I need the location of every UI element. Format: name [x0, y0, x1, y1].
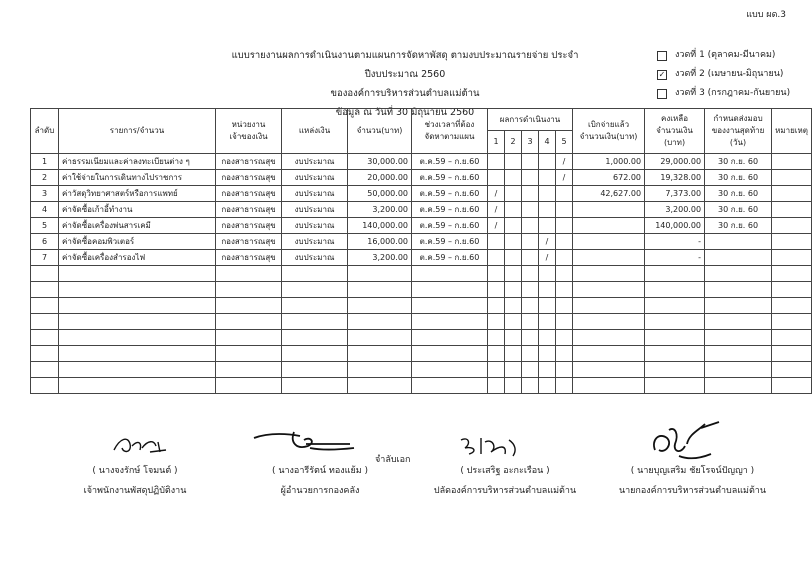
cell-empty	[772, 362, 812, 378]
signature-block-3	[405, 464, 605, 498]
table-row-empty	[31, 362, 812, 378]
cell-deadline: 30 ก.ย. 60	[705, 154, 772, 170]
cell-remaining: -	[645, 250, 705, 266]
cell-empty	[282, 346, 348, 362]
cell-empty	[573, 362, 645, 378]
cell-amount: 30,000.00	[348, 154, 412, 170]
cell-empty	[705, 298, 772, 314]
cell-source: งบประมาณ	[282, 202, 348, 218]
period-1-checkbox[interactable]	[657, 51, 667, 61]
cell-no: 3	[31, 186, 59, 202]
cell-empty	[645, 314, 705, 330]
cell-deadline: 30 ก.ย. 60	[705, 202, 772, 218]
cell-amount: 3,200.00	[348, 250, 412, 266]
cell-amount: 20,000.00	[348, 170, 412, 186]
cell-empty	[772, 314, 812, 330]
cell-empty	[645, 330, 705, 346]
cell-empty	[348, 266, 412, 282]
period-3[interactable]	[657, 84, 790, 103]
cell-empty	[348, 362, 412, 378]
cell-progress-3	[522, 170, 539, 186]
cell-empty	[282, 298, 348, 314]
cell-timeframe: ต.ค.59 – ก.ย.60	[412, 234, 488, 250]
cell-progress-4	[539, 186, 556, 202]
cell-empty	[556, 282, 573, 298]
cell-empty	[412, 282, 488, 298]
form-code: แบบ ผด.3	[746, 10, 786, 20]
period-2-label: งวดที่ 2 (เมษายน-มิถุนายน)	[675, 69, 784, 79]
cell-empty	[522, 346, 539, 362]
cell-source: งบประมาณ	[282, 218, 348, 234]
signatory-name: ( นางอารีรัตน์ ทองแย้ม )	[271, 466, 369, 476]
cell-source: งบประมาณ	[282, 154, 348, 170]
header-source: แหล่งเงิน	[282, 109, 348, 154]
table-row-empty	[31, 298, 812, 314]
cell-empty	[556, 378, 573, 394]
cell-progress-4	[539, 154, 556, 170]
cell-note	[772, 234, 812, 250]
cell-empty	[645, 282, 705, 298]
cell-empty	[412, 330, 488, 346]
cell-no: 4	[31, 202, 59, 218]
cell-progress-3	[522, 154, 539, 170]
cell-progress-1: /	[488, 186, 505, 202]
cell-empty	[31, 330, 59, 346]
cell-empty	[505, 346, 522, 362]
cell-empty	[556, 314, 573, 330]
cell-deadline	[705, 234, 772, 250]
cell-empty	[556, 362, 573, 378]
cell-paid: 1,000.00	[573, 154, 645, 170]
report-title: แบบรายงานผลการดำเนินงานตามแผนการจัดหาพัสดุ ตามงบประมาณรายจ่าย ประจำปีงบประมาณ 2560	[231, 50, 579, 80]
period-3-checkbox[interactable]	[657, 89, 667, 99]
header-progress-2: 2	[505, 131, 522, 154]
cell-empty	[59, 298, 216, 314]
cell-empty	[59, 346, 216, 362]
table-row	[31, 170, 812, 186]
cell-empty	[556, 330, 573, 346]
table-row-empty	[31, 346, 812, 362]
cell-item: ค่าวัสดุวิทยาศาสตร์หรือการแพทย์	[59, 186, 216, 202]
cell-empty	[522, 266, 539, 282]
cell-progress-1	[488, 250, 505, 266]
cell-empty	[539, 362, 556, 378]
cell-empty	[573, 346, 645, 362]
cell-unit: กองสาธารณสุข	[216, 218, 282, 234]
table-row	[31, 250, 812, 266]
table-row	[31, 202, 812, 218]
cell-remaining: 140,000.00	[645, 218, 705, 234]
table-row	[31, 218, 812, 234]
header-no: ลำดับ	[31, 109, 59, 154]
cell-empty	[522, 362, 539, 378]
cell-note	[772, 170, 812, 186]
cell-empty	[412, 298, 488, 314]
cell-empty	[772, 266, 812, 282]
cell-progress-3	[522, 202, 539, 218]
cell-note	[772, 250, 812, 266]
cell-empty	[573, 378, 645, 394]
cell-empty	[539, 266, 556, 282]
table-row-empty	[31, 282, 812, 298]
cell-paid	[573, 250, 645, 266]
cell-paid	[573, 202, 645, 218]
cell-empty	[282, 378, 348, 394]
signatory-position: ผู้อำนวยการกองคลัง	[280, 486, 360, 496]
cell-deadline	[705, 250, 772, 266]
cell-empty	[539, 314, 556, 330]
cell-empty	[772, 330, 812, 346]
cell-note	[772, 218, 812, 234]
cell-progress-1	[488, 234, 505, 250]
cell-amount: 50,000.00	[348, 186, 412, 202]
cell-empty	[412, 362, 488, 378]
header-progress-3: 3	[522, 131, 539, 154]
cell-empty	[539, 378, 556, 394]
table-row	[31, 154, 812, 170]
signature-block-2	[225, 464, 415, 498]
cell-empty	[539, 330, 556, 346]
cell-remaining: 19,328.00	[645, 170, 705, 186]
cell-empty	[282, 362, 348, 378]
cell-empty	[505, 314, 522, 330]
cell-remaining: 7,373.00	[645, 186, 705, 202]
cell-empty	[31, 378, 59, 394]
cell-amount: 3,200.00	[348, 202, 412, 218]
cell-deadline: 30 ก.ย. 60	[705, 186, 772, 202]
cell-timeframe: ต.ค.59 – ก.ย.60	[412, 250, 488, 266]
header-amount: จำนวน(บาท)	[348, 109, 412, 154]
cell-progress-5	[556, 234, 573, 250]
cell-progress-5: /	[556, 170, 573, 186]
cell-amount: 140,000.00	[348, 218, 412, 234]
table-row-empty	[31, 378, 812, 394]
cell-empty	[216, 314, 282, 330]
cell-empty	[505, 362, 522, 378]
cell-empty	[573, 282, 645, 298]
cell-progress-5	[556, 186, 573, 202]
cell-paid	[573, 218, 645, 234]
cell-empty	[522, 298, 539, 314]
cell-empty	[705, 282, 772, 298]
cell-empty	[216, 298, 282, 314]
signatory-name: ( ประเสริฐ อะกะเรือน )	[460, 466, 550, 476]
cell-timeframe: ต.ค.59 – ก.ย.60	[412, 218, 488, 234]
cell-timeframe: ต.ค.59 – ก.ย.60	[412, 154, 488, 170]
cell-note	[772, 202, 812, 218]
cell-unit: กองสาธารณสุข	[216, 234, 282, 250]
cell-empty	[282, 282, 348, 298]
signature-block-4	[590, 464, 795, 498]
cell-source: งบประมาณ	[282, 234, 348, 250]
cell-source: งบประมาณ	[282, 186, 348, 202]
cell-empty	[505, 378, 522, 394]
cell-source: งบประมาณ	[282, 250, 348, 266]
cell-empty	[645, 346, 705, 362]
period-2-checkbox[interactable]: ✓	[658, 69, 666, 79]
signature-mark-3	[455, 434, 525, 458]
cell-empty	[705, 314, 772, 330]
cell-empty	[705, 346, 772, 362]
cell-empty	[31, 298, 59, 314]
cell-progress-2	[505, 234, 522, 250]
cell-timeframe: ต.ค.59 – ก.ย.60	[412, 170, 488, 186]
cell-progress-2	[505, 202, 522, 218]
cell-empty	[522, 314, 539, 330]
cell-empty	[573, 330, 645, 346]
cell-progress-1	[488, 154, 505, 170]
cell-empty	[488, 330, 505, 346]
cell-empty	[59, 362, 216, 378]
cell-empty	[488, 282, 505, 298]
table-row-empty	[31, 266, 812, 282]
cell-timeframe: ต.ค.59 – ก.ย.60	[412, 202, 488, 218]
header-progress-5: 5	[556, 131, 573, 154]
cell-empty	[412, 266, 488, 282]
cell-empty	[705, 266, 772, 282]
procurement-report-table	[30, 108, 812, 394]
report-organization: ขององค์การบริหารส่วนตำบลแม่ต้าน	[330, 88, 480, 99]
period-1[interactable]	[657, 46, 790, 65]
cell-progress-4: /	[539, 250, 556, 266]
cell-progress-2	[505, 154, 522, 170]
period-3-label: งวดที่ 3 (กรกฎาคม-กันยายน)	[675, 88, 791, 98]
cell-unit: กองสาธารณสุข	[216, 202, 282, 218]
cell-empty	[573, 314, 645, 330]
cell-remaining: 3,200.00	[645, 202, 705, 218]
cell-item: ค่าจัดซื้อเครื่องสำรองไฟ	[59, 250, 216, 266]
cell-empty	[772, 282, 812, 298]
cell-empty	[59, 330, 216, 346]
cell-progress-1: /	[488, 202, 505, 218]
cell-empty	[645, 378, 705, 394]
table-row-empty	[31, 314, 812, 330]
cell-progress-3	[522, 186, 539, 202]
cell-empty	[539, 282, 556, 298]
cell-empty	[556, 346, 573, 362]
report-date: ข้อมูล ณ วันที่ 30 มิถุนายน 2560	[335, 107, 475, 118]
cell-paid	[573, 234, 645, 250]
period-1-label: งวดที่ 1 (ตุลาคม-มีนาคม)	[675, 50, 776, 60]
header-progress: ผลการดำเนินงาน	[488, 109, 573, 131]
cell-empty	[772, 378, 812, 394]
period-2[interactable]	[657, 65, 790, 84]
table-row	[31, 234, 812, 250]
cell-empty	[488, 298, 505, 314]
cell-amount: 16,000.00	[348, 234, 412, 250]
cell-source: งบประมาณ	[282, 170, 348, 186]
cell-progress-2	[505, 186, 522, 202]
cell-empty	[705, 378, 772, 394]
cell-empty	[348, 346, 412, 362]
cell-empty	[573, 266, 645, 282]
cell-progress-4	[539, 218, 556, 234]
cell-unit: กองสาธารณสุข	[216, 186, 282, 202]
cell-progress-2	[505, 170, 522, 186]
cell-empty	[505, 282, 522, 298]
cell-empty	[216, 266, 282, 282]
cell-empty	[556, 266, 573, 282]
cell-empty	[59, 266, 216, 282]
cell-item: ค่าจัดซื้อเก้าอี้ทำงาน	[59, 202, 216, 218]
cell-empty	[412, 314, 488, 330]
cell-progress-5	[556, 202, 573, 218]
cell-timeframe: ต.ค.59 – ก.ย.60	[412, 186, 488, 202]
cell-empty	[282, 266, 348, 282]
cell-empty	[705, 330, 772, 346]
cell-empty	[31, 362, 59, 378]
signature-mark-1	[110, 432, 170, 458]
cell-progress-1	[488, 170, 505, 186]
cell-no: 5	[31, 218, 59, 234]
cell-remaining: 29,000.00	[645, 154, 705, 170]
cell-empty	[282, 330, 348, 346]
cell-empty	[348, 314, 412, 330]
table-row	[31, 186, 812, 202]
cell-empty	[348, 378, 412, 394]
cell-empty	[645, 266, 705, 282]
cell-progress-4	[539, 170, 556, 186]
cell-deadline: 30 ก.ย. 60	[705, 170, 772, 186]
cell-empty	[522, 378, 539, 394]
cell-no: 7	[31, 250, 59, 266]
cell-note	[772, 154, 812, 170]
certify-label: จำลับเอก	[375, 455, 411, 465]
cell-empty	[539, 346, 556, 362]
cell-progress-5	[556, 218, 573, 234]
cell-empty	[488, 266, 505, 282]
cell-progress-3	[522, 234, 539, 250]
cell-deadline: 30 ก.ย. 60	[705, 218, 772, 234]
cell-item: ค่าใช้จ่ายในการเดินทางไปราชการ	[59, 170, 216, 186]
signatory-position: นายกองค์การบริหารส่วนตำบลแม่ต้าน	[618, 486, 767, 496]
cell-empty	[522, 330, 539, 346]
signature-mark-4	[645, 420, 725, 464]
cell-empty	[216, 362, 282, 378]
cell-empty	[31, 266, 59, 282]
signature-block-1	[40, 464, 230, 498]
cell-progress-3	[522, 250, 539, 266]
header-item: รายการ/จำนวน	[59, 109, 216, 154]
cell-empty	[522, 282, 539, 298]
cell-empty	[645, 298, 705, 314]
cell-empty	[216, 346, 282, 362]
header-deadline: กำหนดส่งมอบ ของงานสุดท้าย (วัน)	[705, 109, 772, 154]
cell-empty	[488, 314, 505, 330]
cell-no: 6	[31, 234, 59, 250]
cell-empty	[645, 362, 705, 378]
header-note: หมายเหตุ	[772, 109, 812, 154]
cell-empty	[31, 346, 59, 362]
header-remaining: คงเหลือ จำนวนเงิน (บาท)	[645, 109, 705, 154]
cell-empty	[488, 362, 505, 378]
cell-empty	[556, 298, 573, 314]
cell-empty	[216, 378, 282, 394]
header-timeframe: ช่วงเวลาที่ต้อง จัดหาตามแผน	[412, 109, 488, 154]
cell-progress-3	[522, 218, 539, 234]
cell-empty	[772, 346, 812, 362]
cell-empty	[348, 282, 412, 298]
cell-empty	[539, 298, 556, 314]
cell-no: 2	[31, 170, 59, 186]
cell-item: ค่าจัดซื้อคอมพิวเตอร์	[59, 234, 216, 250]
cell-paid: 42,627.00	[573, 186, 645, 202]
cell-unit: กองสาธารณสุข	[216, 154, 282, 170]
cell-empty	[412, 378, 488, 394]
signature-mark-2	[250, 428, 360, 454]
cell-progress-5	[556, 250, 573, 266]
cell-empty	[505, 298, 522, 314]
cell-empty	[31, 314, 59, 330]
cell-empty	[348, 298, 412, 314]
header-progress-1: 1	[488, 131, 505, 154]
cell-empty	[772, 298, 812, 314]
cell-empty	[488, 378, 505, 394]
cell-empty	[31, 282, 59, 298]
signatory-position: เจ้าพนักงานพัสดุปฏิบัติงาน	[83, 486, 187, 496]
cell-progress-4	[539, 202, 556, 218]
cell-empty	[216, 330, 282, 346]
signatory-position: ปลัดองค์การบริหารส่วนตำบลแม่ต้าน	[433, 486, 577, 496]
signatory-name: ( นายบุญเสริม ชัยโรจน์ปัญญา )	[630, 466, 755, 476]
cell-item: ค่าธรรมเนียมและค่าลงทะเบียนต่าง ๆ	[59, 154, 216, 170]
cell-empty	[348, 330, 412, 346]
cell-empty	[59, 282, 216, 298]
cell-empty	[705, 362, 772, 378]
signatory-name: ( นางจงรักษ์ โจมนต์ )	[92, 466, 178, 476]
cell-progress-1: /	[488, 218, 505, 234]
cell-item: ค่าจัดซื้อเครื่องพ่นสารเคมี	[59, 218, 216, 234]
cell-empty	[282, 314, 348, 330]
table-row-empty	[31, 330, 812, 346]
cell-empty	[488, 346, 505, 362]
cell-unit: กองสาธารณสุข	[216, 170, 282, 186]
cell-empty	[59, 314, 216, 330]
cell-paid: 672.00	[573, 170, 645, 186]
cell-note	[772, 186, 812, 202]
cell-empty	[573, 298, 645, 314]
header-progress-4: 4	[539, 131, 556, 154]
period-checklist	[657, 46, 790, 103]
cell-empty	[505, 330, 522, 346]
cell-empty	[505, 266, 522, 282]
cell-progress-4: /	[539, 234, 556, 250]
cell-no: 1	[31, 154, 59, 170]
cell-progress-2	[505, 218, 522, 234]
cell-progress-2	[505, 250, 522, 266]
cell-empty	[412, 346, 488, 362]
header-paid: เบิกจ่ายแล้ว จำนวนเงิน(บาท)	[573, 109, 645, 154]
cell-empty	[59, 378, 216, 394]
header-unit: หน่วยงาน เจ้าของเงิน	[216, 109, 282, 154]
cell-empty	[216, 282, 282, 298]
cell-unit: กองสาธารณสุข	[216, 250, 282, 266]
cell-remaining: -	[645, 234, 705, 250]
cell-progress-5: /	[556, 154, 573, 170]
